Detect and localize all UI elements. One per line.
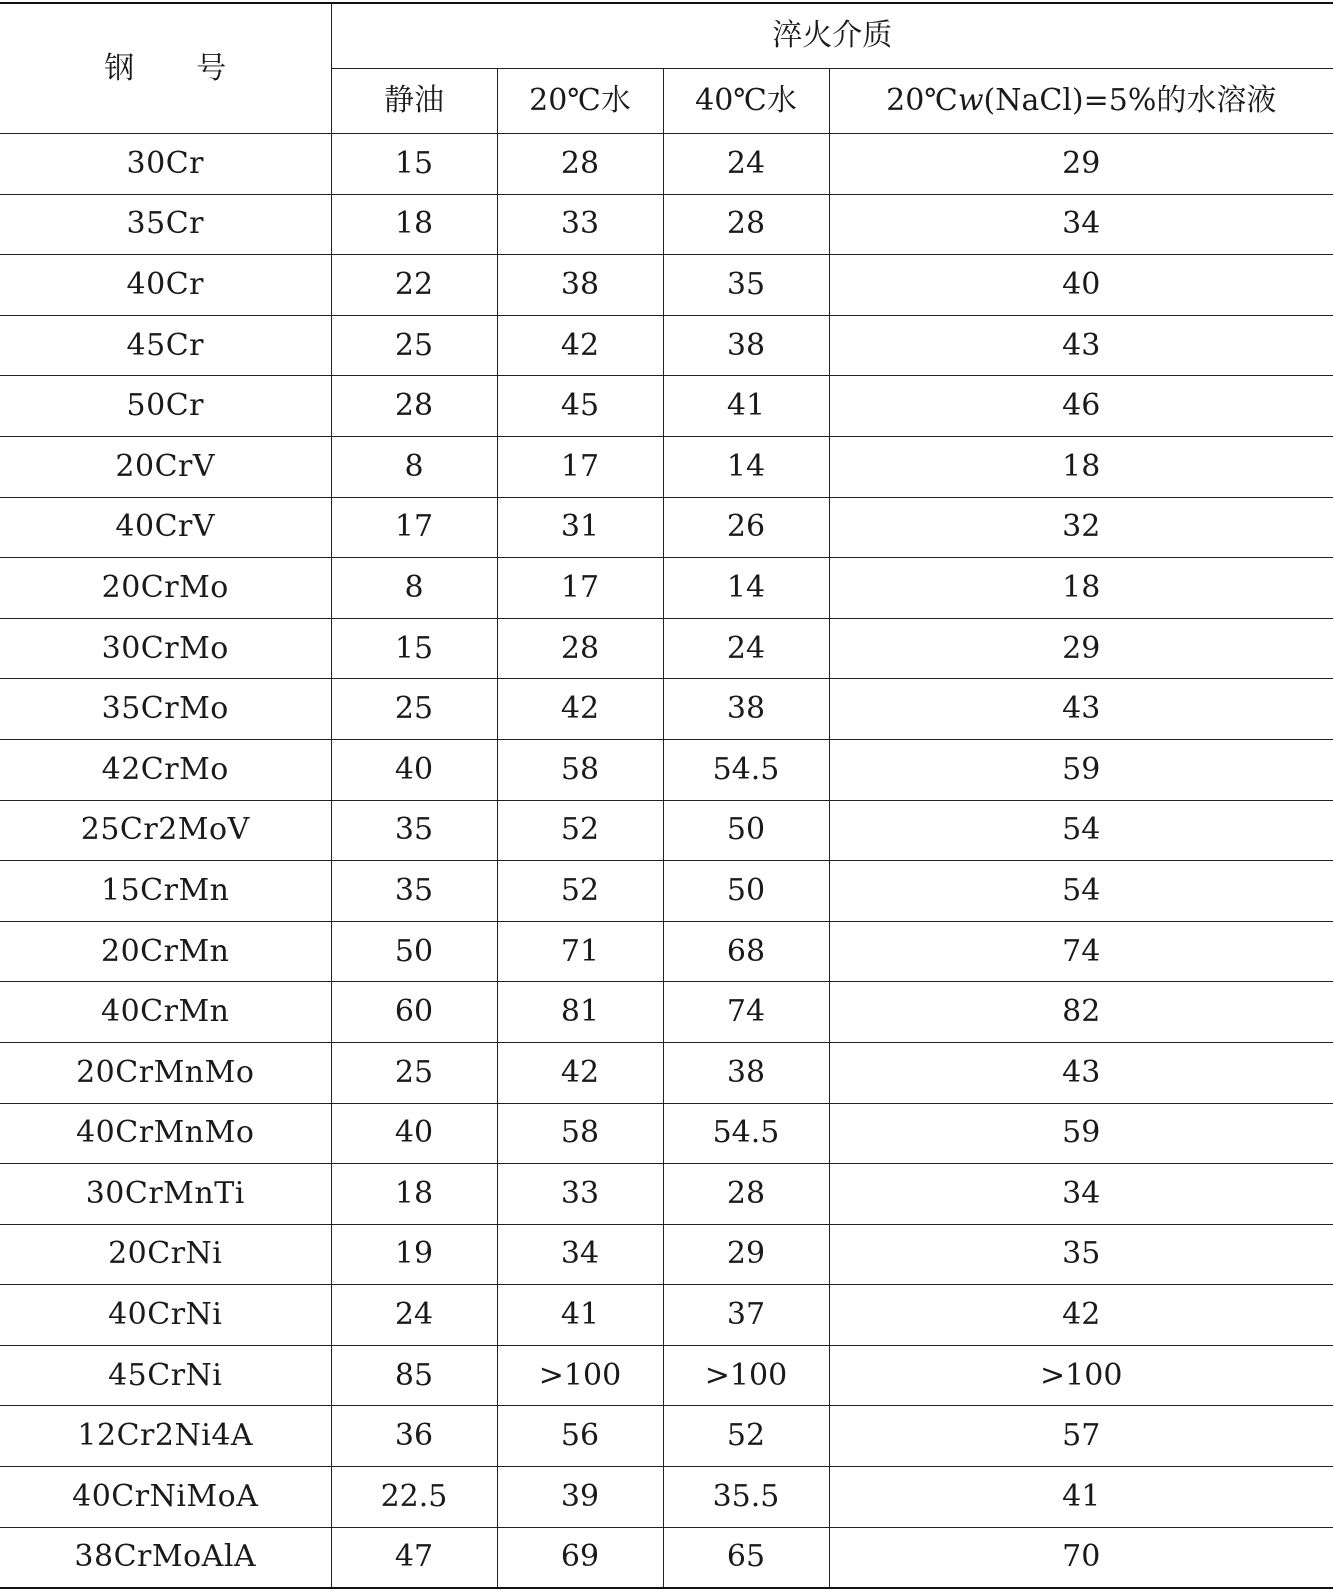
table-row xyxy=(0,134,1333,195)
water-20c-cell: 28 xyxy=(497,618,663,679)
water-20c-cell: 28 xyxy=(497,134,663,195)
still-oil-cell: 35 xyxy=(331,800,497,861)
water-20c-cell: 52 xyxy=(497,800,663,861)
water-40c-cell: 37 xyxy=(663,1285,829,1346)
water-40c-cell: 54.5 xyxy=(663,1103,829,1164)
water-40c-cell: 74 xyxy=(663,982,829,1043)
nacl-solution-cell: 46 xyxy=(829,376,1333,437)
water-40c-cell: 14 xyxy=(663,558,829,619)
steel-grade-cell: 45Cr xyxy=(0,315,331,376)
steel-grade-cell: 20CrMo xyxy=(0,558,331,619)
steel-grade-cell: 25Cr2MoV xyxy=(0,800,331,861)
steel-grade-cell: 30Cr xyxy=(0,134,331,195)
still-oil-cell: 15 xyxy=(331,618,497,679)
water-20c-cell: 81 xyxy=(497,982,663,1043)
nacl-solution-cell: 34 xyxy=(829,194,1333,255)
still-oil-cell: 18 xyxy=(331,194,497,255)
still-oil-cell: 36 xyxy=(331,1406,497,1467)
water-40c-cell: 38 xyxy=(663,1042,829,1103)
table-row xyxy=(0,1042,1333,1103)
water-20c-cell: 38 xyxy=(497,255,663,316)
nacl-solution-cell: 18 xyxy=(829,558,1333,619)
nacl-solution-cell: >100 xyxy=(829,1345,1333,1406)
water-40c-cell: 29 xyxy=(663,1224,829,1285)
water-20c-cell: 34 xyxy=(497,1224,663,1285)
steel-number-header xyxy=(0,3,331,134)
nacl-solution-cell: 54 xyxy=(829,861,1333,922)
water-40c-cell: 24 xyxy=(663,134,829,195)
still-oil-cell: 8 xyxy=(331,436,497,497)
table-row xyxy=(0,315,1333,376)
nacl-solution-cell: 70 xyxy=(829,1527,1333,1588)
steel-grade-cell: 30CrMnTi xyxy=(0,1164,331,1225)
still-oil-cell: 50 xyxy=(331,921,497,982)
water-20c-cell: 56 xyxy=(497,1406,663,1467)
table-row xyxy=(0,1406,1333,1467)
water-20c-cell: 42 xyxy=(497,1042,663,1103)
table-row xyxy=(0,618,1333,679)
still-oil-cell: 18 xyxy=(331,1164,497,1225)
water-40c-cell: 24 xyxy=(663,618,829,679)
nacl-solution-cell: 42 xyxy=(829,1285,1333,1346)
table-row xyxy=(0,800,1333,861)
table-row xyxy=(0,739,1333,800)
water-40c-cell: 35 xyxy=(663,255,829,316)
steel-grade-cell: 40Cr xyxy=(0,255,331,316)
table-row xyxy=(0,376,1333,437)
nacl-solution-cell: 40 xyxy=(829,255,1333,316)
nacl-solution-cell: 35 xyxy=(829,1224,1333,1285)
steel-grade-cell: 30CrMo xyxy=(0,618,331,679)
table-row xyxy=(0,558,1333,619)
still-oil-cell: 40 xyxy=(331,739,497,800)
steel-grade-cell: 50Cr xyxy=(0,376,331,437)
water-40c-cell: 14 xyxy=(663,436,829,497)
nacl-solution-cell: 43 xyxy=(829,679,1333,740)
nacl-solution-cell: 43 xyxy=(829,1042,1333,1103)
nacl-solution-cell: 41 xyxy=(829,1467,1333,1528)
nacl-solution-cell: 74 xyxy=(829,921,1333,982)
steel-grade-cell: 15CrMn xyxy=(0,861,331,922)
nacl-solution-cell: 82 xyxy=(829,982,1333,1043)
steel-number-header-char-1: 钢 xyxy=(104,50,135,86)
table-row xyxy=(0,982,1333,1043)
table-header xyxy=(0,3,1333,134)
water-40c-cell: >100 xyxy=(663,1345,829,1406)
water-40c-cell: 54.5 xyxy=(663,739,829,800)
table-row xyxy=(0,1345,1333,1406)
still-oil-cell: 25 xyxy=(331,679,497,740)
nacl-header-text: 20℃w(NaCl)=5%的水溶液 xyxy=(886,83,1277,118)
still-oil-cell: 60 xyxy=(331,982,497,1043)
quench-medium-header: 淬火介质 xyxy=(331,3,1333,69)
water-40c-cell: 50 xyxy=(663,861,829,922)
water-20c-cell: 42 xyxy=(497,315,663,376)
nacl-solution-cell: 18 xyxy=(829,436,1333,497)
water-20c-cell: 45 xyxy=(497,376,663,437)
nacl-solution-cell: 59 xyxy=(829,739,1333,800)
water-20c-cell: 31 xyxy=(497,497,663,558)
nacl-solution-cell: 29 xyxy=(829,618,1333,679)
water-20c-cell: 58 xyxy=(497,1103,663,1164)
still-oil-cell: 40 xyxy=(331,1103,497,1164)
water-40c-cell: 52 xyxy=(663,1406,829,1467)
steel-grade-cell: 20CrMn xyxy=(0,921,331,982)
still-oil-cell: 24 xyxy=(331,1285,497,1346)
steel-grade-cell: 40CrMnMo xyxy=(0,1103,331,1164)
steel-grade-cell: 40CrV xyxy=(0,497,331,558)
steel-grade-cell: 40CrNiMoA xyxy=(0,1467,331,1528)
water-20c-cell: 33 xyxy=(497,1164,663,1225)
quench-diameter-table xyxy=(0,2,1333,1589)
table-row xyxy=(0,1527,1333,1588)
table-row xyxy=(0,1285,1333,1346)
water-40c-cell: 65 xyxy=(663,1527,829,1588)
steel-grade-cell: 12Cr2Ni4A xyxy=(0,1406,331,1467)
nacl-solution-cell: 59 xyxy=(829,1103,1333,1164)
still-oil-cell: 8 xyxy=(331,558,497,619)
column-header-nacl-solution xyxy=(829,69,1333,134)
steel-grade-cell: 20CrNi xyxy=(0,1224,331,1285)
table-row xyxy=(0,1224,1333,1285)
still-oil-cell: 47 xyxy=(331,1527,497,1588)
table-body xyxy=(0,134,1333,1589)
water-20c-cell: 17 xyxy=(497,436,663,497)
water-20c-cell: 69 xyxy=(497,1527,663,1588)
steel-grade-cell: 45CrNi xyxy=(0,1345,331,1406)
still-oil-cell: 85 xyxy=(331,1345,497,1406)
steel-grade-cell: 20CrV xyxy=(0,436,331,497)
water-20c-cell: 42 xyxy=(497,679,663,740)
water-20c-cell: 52 xyxy=(497,861,663,922)
water-40c-cell: 28 xyxy=(663,1164,829,1225)
water-40c-cell: 28 xyxy=(663,194,829,255)
table-row xyxy=(0,194,1333,255)
still-oil-cell: 25 xyxy=(331,315,497,376)
nacl-solution-cell: 54 xyxy=(829,800,1333,861)
steel-grade-cell: 35CrMo xyxy=(0,679,331,740)
water-40c-cell: 68 xyxy=(663,921,829,982)
water-20c-cell: 71 xyxy=(497,921,663,982)
table-row xyxy=(0,1164,1333,1225)
table-row xyxy=(0,255,1333,316)
water-40c-cell: 41 xyxy=(663,376,829,437)
nacl-solution-cell: 57 xyxy=(829,1406,1333,1467)
steel-grade-cell: 35Cr xyxy=(0,194,331,255)
steel-grade-cell: 42CrMo xyxy=(0,739,331,800)
table-row xyxy=(0,679,1333,740)
still-oil-cell: 22.5 xyxy=(331,1467,497,1528)
still-oil-cell: 28 xyxy=(331,376,497,437)
nacl-solution-cell: 34 xyxy=(829,1164,1333,1225)
water-20c-cell: 17 xyxy=(497,558,663,619)
still-oil-cell: 19 xyxy=(331,1224,497,1285)
steel-grade-cell: 40CrNi xyxy=(0,1285,331,1346)
column-header-still-oil: 静油 xyxy=(331,69,497,134)
water-40c-cell: 50 xyxy=(663,800,829,861)
column-header-water-20c: 20℃水 xyxy=(497,69,663,134)
water-40c-cell: 35.5 xyxy=(663,1467,829,1528)
table-container xyxy=(0,2,1333,1589)
water-20c-cell: >100 xyxy=(497,1345,663,1406)
column-header-water-40c: 40℃水 xyxy=(663,69,829,134)
still-oil-cell: 22 xyxy=(331,255,497,316)
nacl-solution-cell: 29 xyxy=(829,134,1333,195)
header-row-1 xyxy=(0,3,1333,69)
table-row xyxy=(0,1103,1333,1164)
table-row xyxy=(0,497,1333,558)
table-row xyxy=(0,1467,1333,1528)
still-oil-cell: 35 xyxy=(331,861,497,922)
table-row xyxy=(0,861,1333,922)
water-40c-cell: 38 xyxy=(663,315,829,376)
water-20c-cell: 41 xyxy=(497,1285,663,1346)
nacl-solution-cell: 32 xyxy=(829,497,1333,558)
table-row xyxy=(0,436,1333,497)
still-oil-cell: 17 xyxy=(331,497,497,558)
water-20c-cell: 58 xyxy=(497,739,663,800)
nacl-solution-cell: 43 xyxy=(829,315,1333,376)
water-20c-cell: 39 xyxy=(497,1467,663,1528)
table-row xyxy=(0,921,1333,982)
steel-number-header-char-2: 号 xyxy=(196,50,227,86)
still-oil-cell: 25 xyxy=(331,1042,497,1103)
water-40c-cell: 26 xyxy=(663,497,829,558)
still-oil-cell: 15 xyxy=(331,134,497,195)
steel-grade-cell: 40CrMn xyxy=(0,982,331,1043)
water-20c-cell: 33 xyxy=(497,194,663,255)
water-40c-cell: 38 xyxy=(663,679,829,740)
steel-grade-cell: 38CrMoAlA xyxy=(0,1527,331,1588)
steel-grade-cell: 20CrMnMo xyxy=(0,1042,331,1103)
